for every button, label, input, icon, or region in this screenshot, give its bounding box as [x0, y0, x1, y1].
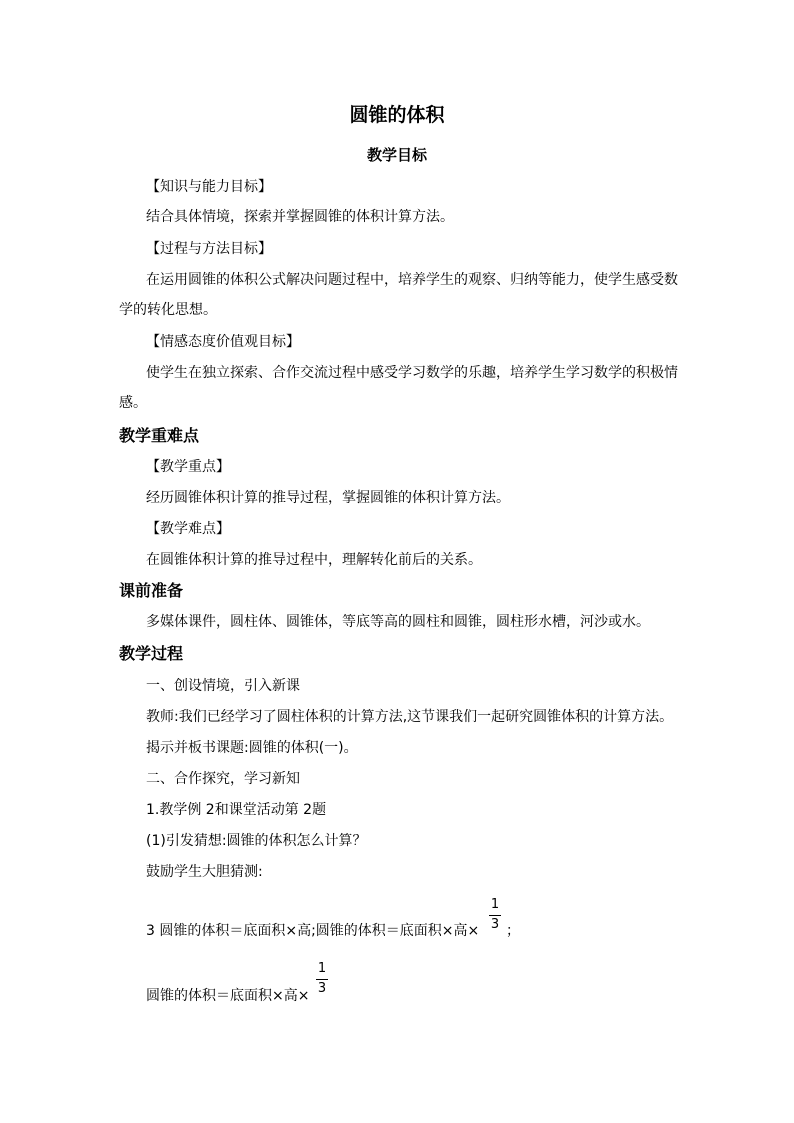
keypoint-text: 经历圆锥体积计算的推导过程，掌握圆锥的体积计算方法。	[146, 490, 510, 506]
item-1: 1.教学例 2和课堂活动第 2题	[146, 802, 327, 818]
item-1-sub: (1)引发猜想:圆锥的体积怎么计算？	[146, 833, 367, 849]
goal-emotion-tag: 【情感态度价值观目标】	[146, 334, 300, 350]
fraction-denominator: 3	[490, 917, 500, 932]
goal-process-tag: 【过程与方法目标】	[146, 241, 272, 257]
process-step-1: 一、创设情境，引入新课	[146, 678, 300, 694]
goal-process-text-line-1: 在运用圆锥的体积公式解决问题过程中，培养学生的观察、归纳等能力，使学生感受数	[146, 272, 678, 288]
guess-line-2: 圆锥的体积＝底面积×高×	[146, 988, 310, 1004]
fraction-bar-2	[316, 979, 328, 980]
section-title-goals: 教学目标	[366, 146, 427, 164]
heading-keypoints: 教学重难点	[119, 426, 200, 445]
prep-text: 多媒体课件，圆柱体、圆锥体，等底等高的圆柱和圆锥，圆柱形水槽，河沙或水。	[146, 614, 650, 630]
reveal-text: 揭示并板书课题:圆锥的体积(一)。	[146, 740, 358, 756]
guess-line-1: 3 圆锥的体积＝底面积×高;圆锥的体积＝底面积×高×	[146, 923, 480, 939]
goal-process-text-line-2: 学的转化思想。	[119, 302, 217, 318]
teacher-text: 教师:我们已经学习了圆柱体积的计算方法,这节课我们一起研究圆锥体积的计算方法。	[146, 709, 674, 725]
heading-prep: 课前准备	[119, 581, 184, 600]
difficulty-text: 在圆锥体积计算的推导过程中，理解转化前后的关系。	[146, 552, 482, 568]
process-step-2: 二、合作探究，学习新知	[146, 771, 300, 787]
guess-line-1-end: ；	[506, 923, 520, 939]
goal-knowledge-tag: 【知识与能力目标】	[146, 179, 272, 195]
goal-knowledge-text: 结合具体情境，探索并掌握圆锥的体积计算方法。	[146, 209, 454, 225]
document-title: 圆锥的体积	[349, 104, 445, 126]
fraction-denominator-2: 3	[317, 981, 327, 996]
encourage-text: 鼓励学生大胆猜测:	[146, 864, 263, 880]
heading-process: 教学过程	[119, 644, 184, 663]
fraction-bar	[489, 915, 501, 916]
goal-emotion-text-line-2: 感。	[119, 395, 147, 411]
keypoint-tag: 【教学重点】	[146, 459, 230, 475]
difficulty-tag: 【教学难点】	[146, 521, 230, 537]
goal-emotion-text-line-1: 使学生在独立探索、合作交流过程中感受学习数学的乐趣，培养学生学习数学的积极情	[146, 365, 678, 381]
fraction-numerator-2: 1	[317, 961, 327, 976]
fraction-numerator: 1	[490, 897, 500, 912]
